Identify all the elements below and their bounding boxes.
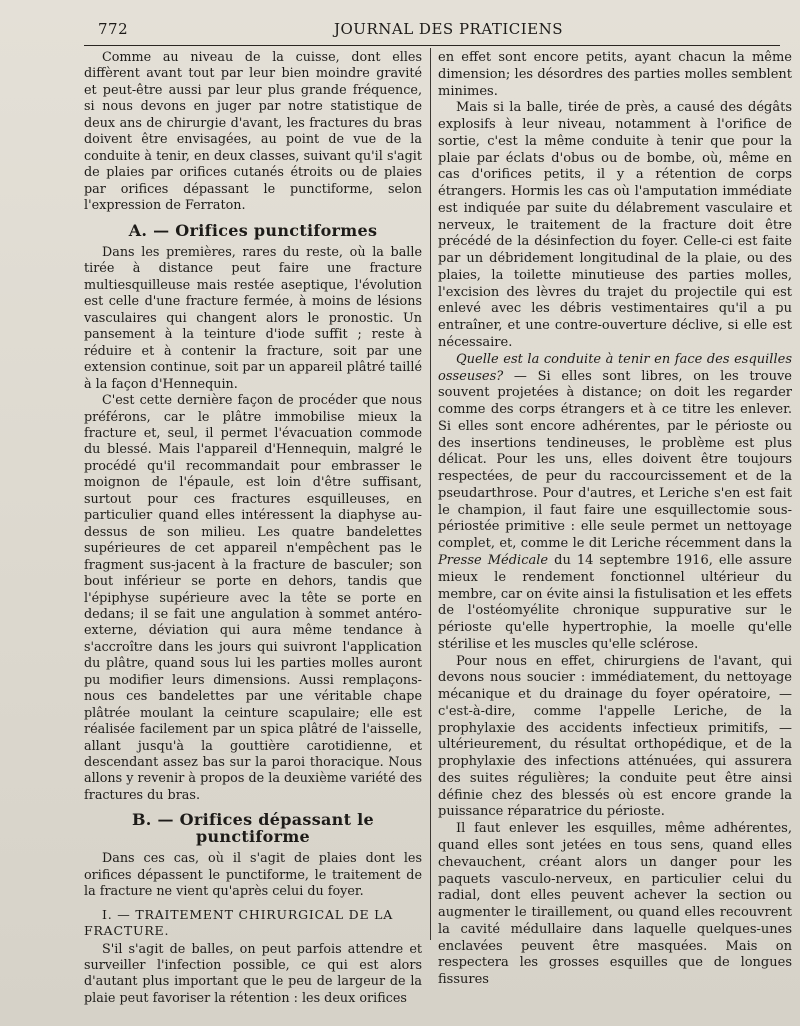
paragraph: Dans ces cas, où il s'agit de plaies dont les orifices dépassent le punctiforme, le traitement de la fracture ne vient qu'après celui du foyer. bbox=[84, 851, 422, 900]
section-heading-a: A. — Orifices punctiformes bbox=[128, 220, 378, 240]
paragraph: Pour nous en effet, chirurgiens de l'avant, qui devons nous soucier : immédiatement, du nettoyage mécanique et du drainage du foyer opératoire, — c'est-à-dire, comme l'appelle Leriche, de la prophylaxie des accidents infectieux primitifs, — ultérieurement, du résultat orthopédique, et de la prophylaxie des infections atténuées, qui assurera des suites régulières; la conduite peut être ainsi définie chez des blessés où est encore grande la puissance réparatrice du périoste. bbox=[438, 653, 792, 820]
italic-question: Quelle est la conduite à tenir en face des esquilles osseuses? bbox=[438, 351, 792, 384]
paragraph: C'est cette dernière façon de procéder que nous préférons, car le plâtre immobilise mieux la fracture et, seul, il permet l'évacuation commode du blessé. Mais l'appareil d'Hennequin, malgré le procédé qu'il recommandait pour embrasser le moignon de l'épaule, est loin d'être suffisant, surtout pour ces fractures esquilleuses, en particulier quand elles intéressent la diaphyse au-dessus de son milieu. Les quatre bandelettes supérieures de cet appareil n'empêchent pas le fragment sus-jacent à la fracture de basculer; son bout inférieur se porte en dehors, tandis que l'épiphyse supérieure avec la tête se porte en dedans; il se fait une angulation à sommet antéro-externe, déviation qui aura même tendance à s'accroître dans les jours qui suivront l'application du plâtre, quand sous lui les parties molles auront pu modifier leurs dimensions. Aussi remplaçons-nous ces bandelettes par une véritable chape plâtrée moulant la ceinture scapulaire; elle est réalisée facilement par un spica plâtré de l'aisselle, allant jusqu'à la gouttière carotidienne, et descendant assez bas sur la paroi thoracique. Nous allons y revenir à propos de la deuxième variété des fractures du bras. bbox=[84, 393, 422, 803]
page-header bbox=[84, 18, 776, 42]
page-number: 772 bbox=[98, 20, 129, 38]
paragraph bbox=[438, 352, 792, 654]
section-heading-b: B. — Orifices dépassant le punctiforme bbox=[131, 810, 375, 846]
paragraph: en effet sont encore petits, ayant chacun la même dimension; les désordres des parties molles semblent minimes. bbox=[438, 50, 792, 99]
text-run: du 14 septembre 1916, elle assure mieux le rendement fonctionnel ultérieur du membre, car on évite ainsi la fistulisation et les effets de l'ostéomyélite chronique suppurative sur le périoste qu'elle hypertrophie, la moelle qu'elle stérilise et les muscles qu'elle sclérose. bbox=[438, 552, 792, 652]
text-run: — Si elles sont libres, on les trouve souvent projetées à distance; on doit les regarder comme des corps étrangers et à ce titre les enlever. Si elles sont encore adhérentes, par le périoste ou des insertions tendineuses, le problème est plus délicat. Pour les uns, elles doivent être toujours respectées, de peur du raccourcissement et de la pseudarthrose. Pour d'autres, et Leriche s'en est fait le champion, il faut faire une esquillectomie sous-périostée primitive : elle seule permet un nettoyage complet, et, comme le dit Leriche récemment dans la bbox=[438, 368, 792, 552]
running-title: JOURNAL DES PRATICIENS bbox=[334, 20, 564, 38]
subsection-heading: I. — TRAITEMENT CHIRURGICAL DE LA FRACTURE. bbox=[84, 906, 394, 939]
paragraph: Comme au niveau de la cuisse, dont elles diffèrent avant tout par leur bien moindre gravité et peut-être aussi par leur plus grande fréquence, si nous devons en juger par notre statistique de deux ans de chirurgie d'avant, les fractures du bras doivent être envisagées, au point de vue de la conduite à tenir, en deux classes, suivant qu'il s'agit de plaies par orifices cutanés étroits ou de plaies par orifices dépassant le punctiforme, selon l'expression de Ferraton. bbox=[84, 50, 422, 214]
right-column bbox=[438, 50, 792, 1010]
paragraph: Mais si la balle, tirée de près, a causé des dégâts explosifs à leur niveau, notamment à l'orifice de sortie, c'est la même conduite à tenir que pour la plaie par éclats d'obus ou de bombe, où, même en cas d'orifices petits, il y a rétention de corps étrangers. Hormis les cas où l'amputation immédiate est indiquée par suite du délabrement vasculaire et nerveux, le traitement de la fracture doit être précédé de la désinfection du foyer. Celle-ci est faite par un débridement longitudinal de la plaie, ou des plaies, la toilette minutieuse des parties molles, l'excision des lèvres du trajet du projectile qui est enlevé avec les débris vestimentaires qu'il a pu entraîner, et une contre-ouverture déclive, si elle est nécessaire. bbox=[438, 100, 792, 351]
header-rule bbox=[84, 45, 780, 46]
paragraph: Il faut enlever les esquilles, même adhérentes, quand elles sont jetées en tous sens, quand elles chevauchent, créant alors un danger pour les paquets vasculo-nerveux, en particulier celui du radial, dont elles peuvent achever la section ou augmenter le tiraillement, ou quand elles recouvrent la cavité médullaire dans laquelle quelques-unes enclavées peuvent être masquées. Mais on respectera les grosses esquilles que de longues fissures bbox=[438, 821, 792, 988]
journal-title: Presse Médicale bbox=[438, 552, 549, 568]
left-column bbox=[84, 50, 422, 1010]
paragraph: Dans les premières, rares du reste, où la balle tirée à distance peut faire une fracture multiesquilleuse mais restée aseptique, l'évolution est celle d'une fracture fermée, à moins de lésions vasculaires qui changent alors le pronostic. Un pansement à la teinture d'iode suffit ; reste à réduire et à contenir la fracture, soit par une extension continue, soit par un appareil plâtré taillé à la façon d'Hennequin. bbox=[84, 244, 422, 392]
column-rule bbox=[430, 48, 431, 940]
paragraph: S'il s'agit de balles, on peut parfois attendre et surveiller l'infection possible, ce qui est alors d'autant plus important que le peu de largeur de la plaie peut favoriser la rétention : les deux orifices bbox=[84, 941, 422, 1006]
